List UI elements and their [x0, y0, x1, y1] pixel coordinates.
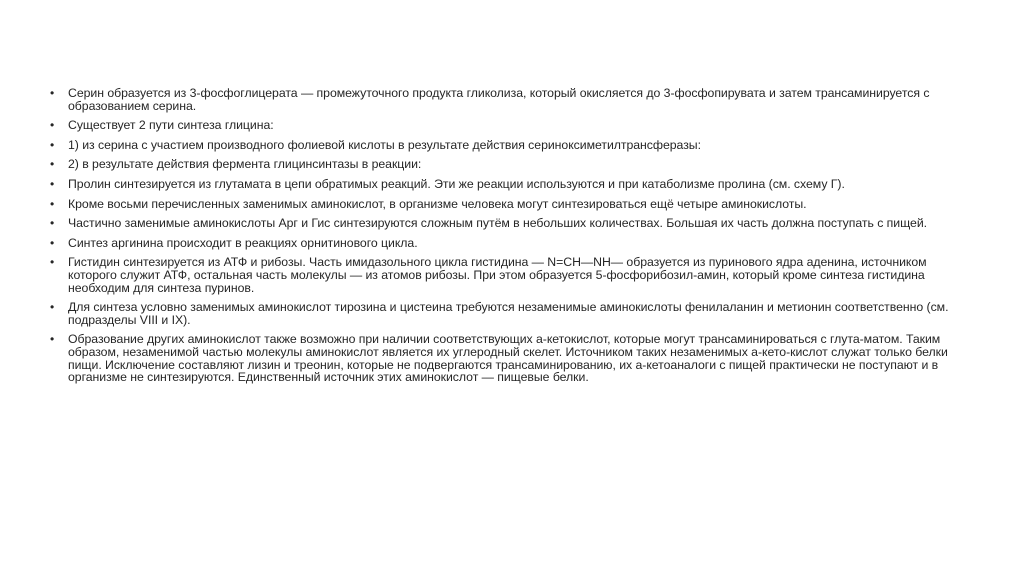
list-item: [50, 158, 970, 171]
list-item-text: Синтез аргинина происходит в реакциях орнитинового цикла.: [68, 235, 418, 250]
list-item: [50, 256, 970, 294]
list-item: [50, 178, 970, 191]
list-item-text: 1) из серина с участием производного фолиевой кислоты в результате действия сериноксиметилтрансферазы:: [68, 137, 701, 152]
list-item-text: Серин образуется из 3-фосфоглицерата — промежуточного продукта гликолиза, который окисляется до 3-фосфопирувата и затем трансаминируется с образованием серина.: [68, 86, 930, 113]
bullet-icon: •: [50, 118, 55, 133]
list-item: [50, 237, 970, 250]
list-item-text: Пролин синтезируется из глутамата в цепи обратимых реакций. Эти же реакции используются и при катаболизме пролина (см. схему Г).: [68, 176, 845, 191]
bullet-icon: •: [50, 255, 55, 270]
bullet-icon: •: [50, 86, 55, 100]
list-item-text: Для синтеза условно заменимых аминокислот тирозина и цистеина требуются незаменимые аминокислоты фенилаланин и метионин соответственно (см. подразделы VIII и IX).: [68, 300, 949, 327]
bullet-icon: •: [50, 176, 55, 191]
list-item: [50, 139, 970, 152]
list-item: [50, 217, 970, 230]
bullet-icon: •: [50, 235, 55, 250]
list-item: [50, 301, 970, 326]
list-item: [50, 198, 970, 211]
list-item-text: Образование других аминокислот также возможно при наличии соответствующих а-кетокислот, которые могут трансаминироваться с глута-матом. Таким образом, незаменимой частью молекулы аминокислот является их углеродный скелет. Источником таких незаменимых а-кето-кислот служат только белки пищи. Исключение составляют лизин и треонин, которые не подвергаются трансаминированию, их а-кетоаналоги с пищей практически не поступают и в организме не синтезируются. Единственный источник этих аминокислот — пищевые белки.: [68, 332, 948, 385]
list-item-text: Частично заменимые аминокислоты Арг и Гис синтезируются сложным путём в небольших количествах. Большая их часть должна поступать с пищей.: [68, 216, 928, 231]
bullet-icon: •: [50, 196, 55, 211]
bullet-icon: •: [50, 300, 55, 315]
bullet-icon: •: [50, 137, 55, 152]
list-item: [50, 119, 970, 132]
list-item-text: Существует 2 пути синтеза глицина:: [68, 118, 274, 133]
bullet-icon: •: [50, 216, 55, 231]
list-item-text: 2) в результате действия фермента глицинсинтазы в реакции:: [68, 157, 422, 172]
bullet-icon: •: [50, 332, 55, 347]
list-item-text: Гистидин синтезируется из АТФ и рибозы. Часть имидазольного цикла гистидина — N=CH—NH— образуется из пуринового ядра аденина, источником которого служит АТФ, остальная часть молекулы — из атомов рибозы. При этом образуется 5-фосфорибозил-амин, который кроме синтеза гистидина необходим для синтеза пуринов.: [68, 255, 927, 295]
list-item-text: Кроме восьми перечисленных заменимых аминокислот, в организме человека могут синтезироваться ещё четыре аминокислоты.: [68, 196, 807, 211]
bullet-list: [50, 87, 970, 391]
bullet-icon: •: [50, 157, 55, 172]
list-item: [50, 333, 970, 383]
list-item: [50, 87, 970, 112]
